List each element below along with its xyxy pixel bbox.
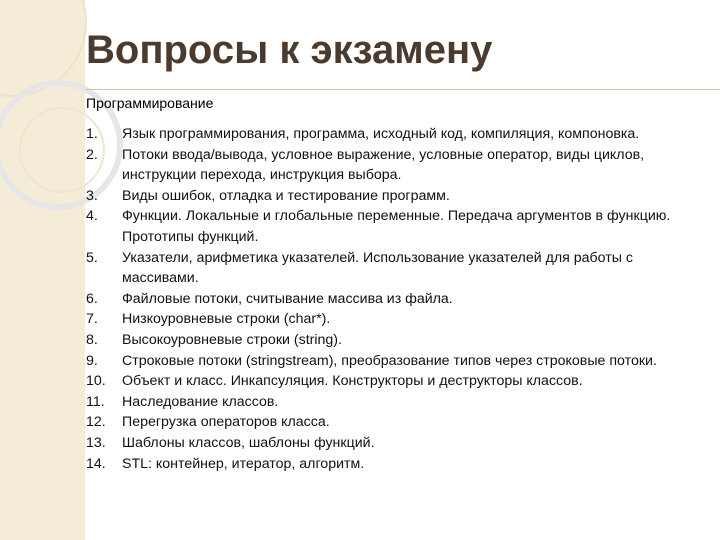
- subject-subtitle: Программирование: [86, 95, 214, 111]
- question-item: [86, 371, 706, 392]
- question-number: 11.: [86, 393, 105, 410]
- decorative-circle-large: [0, 0, 86, 96]
- question-number: 2.: [86, 146, 98, 163]
- question-text: Шаблоны классов, шаблоны функций.: [122, 434, 375, 451]
- question-number: 10.: [86, 373, 106, 390]
- question-number: 9.: [86, 352, 98, 369]
- title-divider: [86, 89, 720, 90]
- question-item: [86, 248, 706, 289]
- question-item: [86, 206, 706, 247]
- question-text: Объект и класс. Инкапсуляция. Конструкторы и деструкторы классов.: [122, 373, 583, 390]
- page-title: Вопросы к экзамену: [86, 28, 493, 72]
- question-item: [86, 351, 706, 372]
- question-text: Язык программирования, программа, исходный код, компиляция, компоновка.: [122, 126, 640, 142]
- question-number: 4.: [86, 208, 98, 225]
- exam-questions-list: [86, 124, 706, 474]
- question-number: 14.: [86, 455, 106, 472]
- question-item: [86, 392, 706, 413]
- question-text: Функции. Локальные и глобальные переменные. Передача аргументов в функцию. Прототипы функций.: [122, 208, 671, 245]
- question-text: Виды ошибок, отладка и тестирование программ.: [122, 187, 450, 204]
- question-number: 7.: [86, 311, 98, 328]
- question-item: [86, 433, 706, 454]
- question-number: 12.: [86, 414, 106, 431]
- question-text: Файловые потоки, считывание массива из файла.: [122, 290, 453, 307]
- question-item: [86, 289, 706, 310]
- question-item: [86, 145, 706, 186]
- question-item: [86, 124, 706, 145]
- question-item: [86, 186, 706, 207]
- question-text: Указатели, арифметика указателей. Использование указателей для работы с массивами.: [122, 249, 633, 287]
- question-item: [86, 412, 706, 433]
- question-number: 3.: [86, 187, 98, 204]
- question-number: 8.: [86, 331, 98, 348]
- question-text: Строковые потоки (stringstream), преобразование типов через строковые потоки.: [122, 352, 657, 369]
- question-text: Высокоуровневые строки (string).: [122, 331, 342, 348]
- question-number: 13.: [86, 434, 106, 451]
- question-item: [86, 309, 706, 330]
- question-item: [86, 454, 706, 475]
- question-number: 5.: [86, 249, 98, 266]
- question-text: Перегрузка операторов класса.: [122, 414, 330, 431]
- question-number: 1.: [86, 126, 98, 142]
- question-text: Потоки ввода/вывода, условное выражение, условные оператор, виды циклов, инструкции перехода, инструкция выбора.: [122, 146, 645, 184]
- question-item: [86, 330, 706, 351]
- question-number: 6.: [86, 290, 98, 307]
- question-text: Низкоуровневые строки (char*).: [122, 311, 331, 328]
- question-text: STL: контейнер, итератор, алгоритм.: [122, 455, 365, 472]
- question-text: Наследование классов.: [122, 393, 279, 410]
